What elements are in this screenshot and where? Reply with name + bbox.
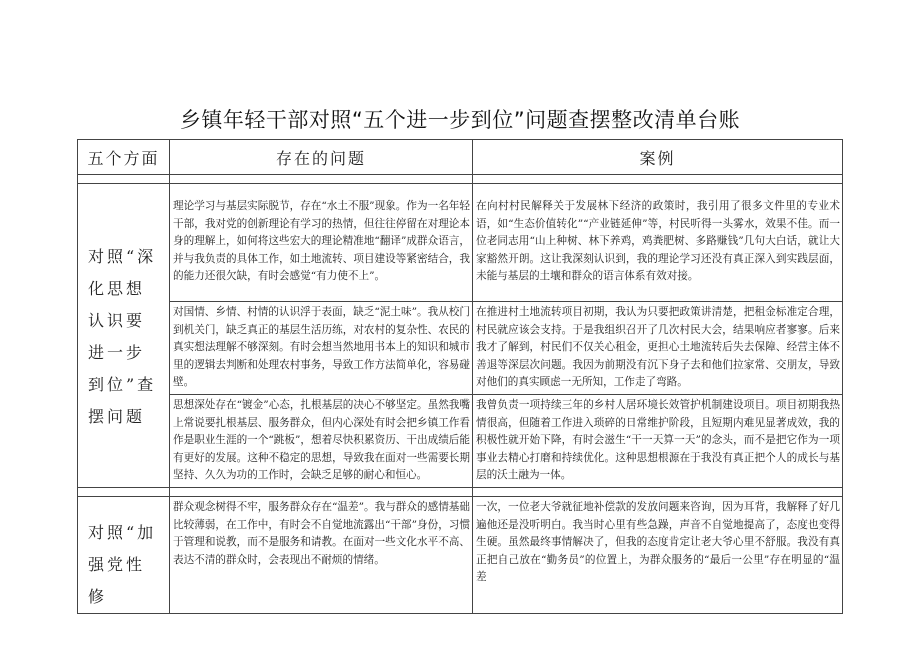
problem-cell: 理论学习与基层实际脱节，存在“水土不服”现象。作为一名年轻干部，我对党的创新理论有学习的热情，但往往停留在对理论本身的理解上，如何将这些宏大的理论精准地“翻译”成群众语言，并与我负责的具体工作，如土地流转、项目建设等紧密结合，我的能力还很欠缺，有时会感觉“有力使不上”。 xyxy=(170,184,473,302)
problem-cell: 群众观念树得不牢，服务群众存在“温差”。我与群众的感情基础比较薄弱，在工作中，有时会不自觉地流露出“干部”身份，习惯于管理和说教，而不是服务和请教。在面对一些文化水平不高、表达不清的群众时，会表现出不耐烦的情绪。 xyxy=(170,496,473,613)
header-case: 案例 xyxy=(473,140,843,175)
rectification-table xyxy=(77,139,843,614)
header-problem: 存在的问题 xyxy=(170,140,473,175)
dimension-cell: 对照“加强党性修 xyxy=(78,496,170,613)
table-row xyxy=(78,496,843,613)
document-title: 乡镇年轻干部对照“五个进一步到位”问题查摆整改清单台账 xyxy=(179,108,741,132)
spacer-row xyxy=(78,487,843,496)
header-aspect: 五个方面 xyxy=(78,140,170,175)
problem-cell: 对国情、乡情、村情的认识浮于表面，缺乏“泥土味”。我从校门到机关门，缺乏真正的基层生活历练，对农村的复杂性、农民的真实想法理解不够深刻。有时会想当然地用书本上的知识和城市里的逻辑去判断和处理农村事务，导致工作方法简单化，容易碰壁。 xyxy=(170,302,473,395)
spacer-row xyxy=(78,175,843,184)
problem-cell: 思想深处存在“镀金”心态，扎根基层的决心不够坚定。虽然我嘴上常说要扎根基层、服务群众，但内心深处有时会把乡镇工作看作是职业生涯的一个“跳板”，想着尽快积累资历、干出成绩后能有更好的发展。这种不稳定的思想，导致我在面对一些需要长期坚持、久久为功的工作时，会缺乏足够的耐心和恒心。 xyxy=(170,394,473,487)
case-cell: 我曾负责一项持续三年的乡村人居环境长效管护机制建设项目。项目初期我热情很高，但随着工作进入琐碎的日常维护阶段，且短期内难见显著成效，我的积极性就开始下降，有时会滋生“干一天算一天”的念头，而不是把它作为一项事业去精心打磨和持续优化。这种思想根源在于我没有真正把个人的成长与基层的沃土融为一体。 xyxy=(473,394,843,487)
table-row xyxy=(78,184,843,302)
dimension-cell: 对照“深化思想认识要进一步到位”查摆问题 xyxy=(78,184,170,488)
case-cell: 在向村村民解释关于发展林下经济的政策时，我引用了很多文件里的专业术语，如“生态价值转化”“产业链延伸”等，村民听得一头雾水，效果不佳。而一位老同志用“山上种树、林下养鸡，鸡粪肥树、多路赚钱”几句大白话，就让大家豁然开朗。这让我深刻认识到，我的理论学习还没有真正深入到实践层面，未能与基层的土壤和群众的语言体系有效对接。 xyxy=(473,184,843,302)
case-cell: 一次，一位老大爷就征地补偿款的发放问题来咨询，因为耳背，我解释了好几遍他还是没听明白。我当时心里有些急躁，声音不自觉地提高了，态度也变得生硬。虽然最终事情解决了，但我的态度肯定让老大爷心里不舒服。我没有真正把自己放在“勤务员”的位置上，为群众服务的“最后一公里”存在明显的“温差 xyxy=(473,496,843,613)
table-row xyxy=(78,302,843,395)
table-header-row xyxy=(78,140,843,175)
case-cell: 在推进村土地流转项目初期，我认为只要把政策讲清楚，把租金标准定合理，村民就应该会支持。于是我组织召开了几次村民大会，结果响应者寥寥。后来我才了解到，村民们不仅关心租金，更担心土地流转后失去保障、经营主体不善退等深层次问题。我因为前期没有沉下身子去和他们拉家常、交朋友，导致对他们的真实顾虑一无所知，工作走了弯路。 xyxy=(473,302,843,395)
table-row xyxy=(78,394,843,487)
